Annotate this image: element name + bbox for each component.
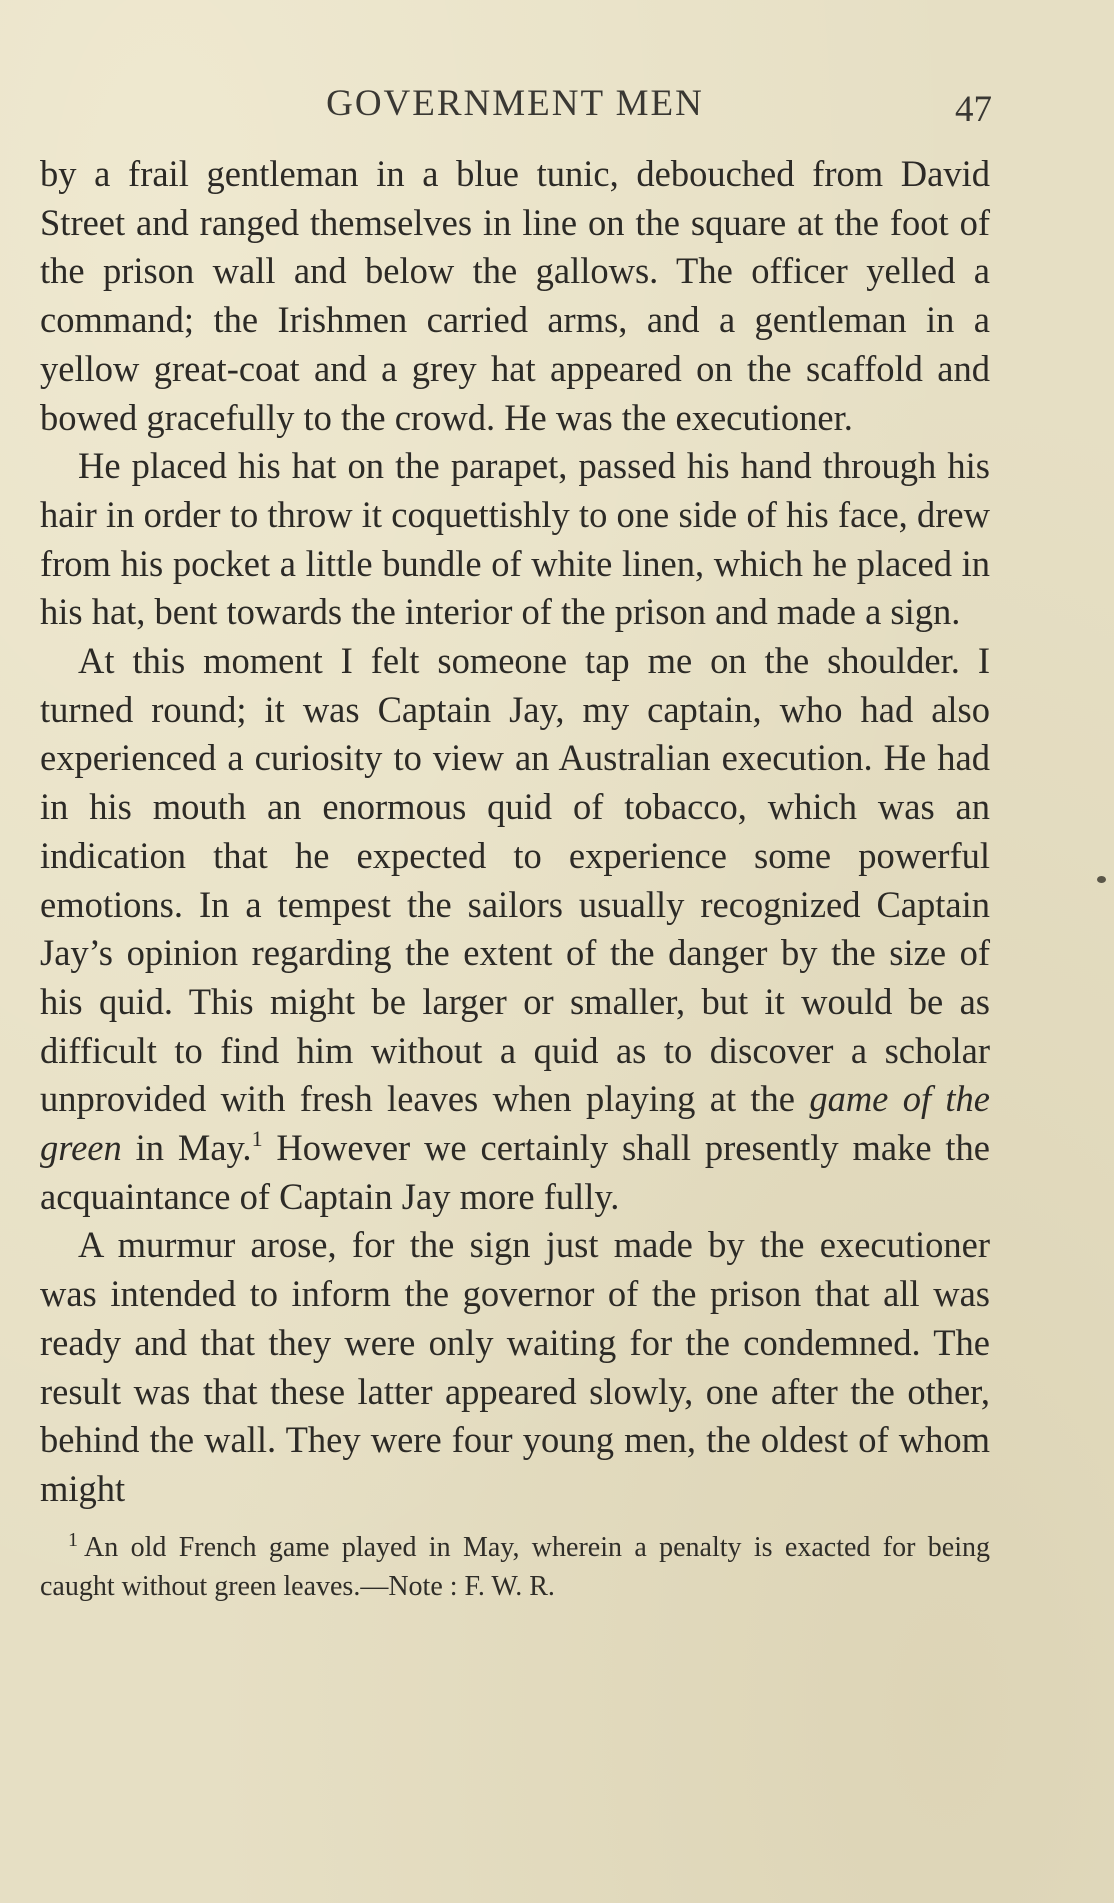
paragraph-3-text-b: in May. <box>121 1127 252 1169</box>
running-head <box>40 60 990 130</box>
body-text <box>40 150 990 1514</box>
paragraph-3-text-a: At this moment I felt someone tap me on the shoulder. I turned round; it was Captain Jay, my captain, who had also experienced a curiosity to view an Australian execution. He had in his mouth an enormous quid of tobacco, which was an indication that he expected to experience some powerful emotions. In a tempest the sailors usually recognized Captain Jay’s opinion regarding the extent of the danger by the size of his quid. This might be larger or smaller, but it would be as difficult to find him without a quid as to discover a scholar unprovided with fresh leaves when playing at the <box>40 640 990 1120</box>
page-number: 47 <box>955 89 992 130</box>
paper-speck <box>1097 876 1106 883</box>
footnote-text: An old French game played in May, wherein a penalty is exacted for being caught without green leaves.—Note : F. W. R. <box>40 1531 990 1602</box>
running-title: GOVERNMENT MEN <box>326 83 704 124</box>
paragraph-2: He placed his hat on the parapet, passed his hand through his hair in order to throw it coquettishly to one side of his face, drew from his pocket a little bundle of white linen, which he placed in his hat, bent towards the interior of the prison and made a sign. <box>40 445 990 633</box>
paragraph-3 <box>40 637 990 1221</box>
footnote-marker: 1 <box>68 1528 78 1551</box>
paragraph-4: A murmur arose, for the sign just made by the executioner was intended to inform the governor of the prison that all was ready and that they were only waiting for the condemned. The result was that these latter appeared slowly, one after the other, behind the wall. They were four young men, the oldest of whom might <box>40 1224 990 1509</box>
paragraph-3-text-c: However we certainly shall presently make the acquaintance of Captain Jay more fully. <box>40 1127 991 1217</box>
footnote-reference: 1 <box>251 1126 263 1152</box>
italic-game-name: game of the green <box>40 1078 990 1169</box>
footnote <box>40 1528 990 1606</box>
paragraph-1: by a frail gentleman in a blue tunic, debouched from David Street and ranged themselves in line on the square at the foot of the prison wall and below the gallows. The officer yelled a command; the Irishmen carried arms, and a gentleman in a yellow great-coat and a grey hat appeared on the scaffold and bowed gracefully to the crowd. He was the executioner. <box>40 153 990 438</box>
book-page <box>40 60 990 1606</box>
